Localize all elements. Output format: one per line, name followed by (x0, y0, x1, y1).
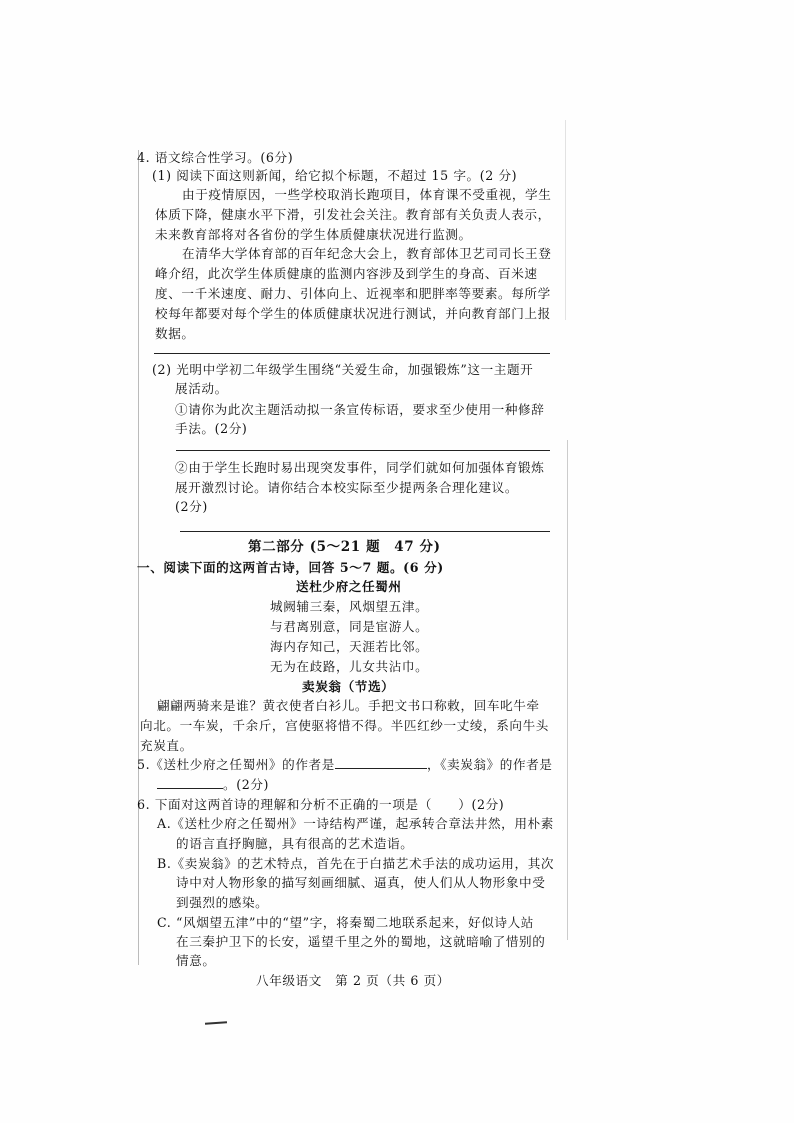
news-line: 峰介绍，此次学生体质健康的监测内容涉及到学生的身高、百米速 (155, 266, 538, 281)
answer-line[interactable] (154, 353, 550, 354)
subquestion-2: ②由于学生长跑时易出现突发事件，同学们就如何加强体育锻炼 (175, 460, 545, 475)
question-5-cont (157, 777, 269, 793)
question-5 (137, 757, 553, 773)
news-line: 未来教育部将对各省份的学生体质健康状况进行监测。 (155, 227, 472, 242)
option-a: 的语言直抒胸臆，具有很高的艺术造诣。 (176, 836, 414, 851)
scan-edge (138, 150, 139, 965)
page-footer: 八年级语文 第 2 页（共 6 页） (256, 973, 450, 988)
subquestion-1: ①请你为此次主题活动拟一条宣传标语，要求至少使用一种修辞 (175, 402, 545, 417)
subquestion-2: (2分) (175, 499, 208, 514)
news-line: 数据。 (155, 326, 195, 341)
author-blank-2[interactable] (157, 777, 223, 789)
poem-2-title: 卖炭翁（节选） (302, 679, 395, 694)
option-b[interactable]: B.《卖炭翁》的艺术特点，首先在于白描艺术手法的成功运用，其次 (157, 856, 555, 871)
question-5-text: 5.《送杜少府之任蜀州》的作者是 (137, 757, 335, 772)
option-b: 到强烈的感染。 (176, 895, 269, 910)
option-b: 诗中对人物形象的描写刻画细腻、逼真，使人们从人物形象中受 (176, 875, 546, 890)
news-line: 在清华大学体育部的百年纪念大会上，教育部体卫艺司司长王登 (182, 246, 552, 261)
question-6-title: 6. 下面对这两首诗的理解和分析不正确的一项是（ ）(2分) (137, 797, 505, 812)
news-line: 度、一千米速度、耐力、引体向上、近视率和肥胖率等要素。每所学 (155, 286, 551, 301)
poem-1-line: 城阙辅三秦，风烟望五津。 (270, 599, 429, 614)
part-2-heading: 第二部分 (5～21 题 47 分) (248, 539, 441, 555)
poem-1-line: 海内存知己，天涯若比邻。 (270, 639, 429, 654)
subquestion-2: 展开激烈讨论。请你结合本校实际至少提两条合理化建议。 (175, 480, 519, 495)
news-line: 由于疫情原因，一些学校取消长跑项目，体育课不受重视，学生 (182, 187, 552, 202)
option-c: 情意。 (176, 953, 216, 968)
question-5-text: ，《卖炭翁》的作者是 (426, 757, 553, 772)
question-4-part2-prompt: 展活动。 (175, 381, 228, 396)
answer-line[interactable] (180, 531, 550, 532)
author-blank-1[interactable] (335, 757, 427, 769)
poem-2-line: 充炭直。 (140, 738, 193, 753)
poem-1-line: 与君离别意，同是宦游人。 (270, 619, 429, 634)
poem-2-line: 向北。一车炭，千余斤，宫使驱将惜不得。半匹红纱一丈绫，系向牛头 (140, 718, 550, 733)
question-4-title: 4. 语文综合性学习。(6分) (137, 150, 294, 165)
answer-line[interactable] (176, 450, 550, 451)
subquestion-1: 手法。(2分) (175, 421, 248, 436)
option-c[interactable]: C. “风烟望五津”中的“望”字，将秦蜀二地联系起来，好似诗人站 (157, 915, 534, 930)
news-line: 校每年都要对每个学生的体质健康状况进行测试，并向教育部门上报 (155, 306, 551, 321)
scan-edge (567, 440, 568, 940)
poem-2-line: 翩翩两骑来是谁？黄衣使者白衫儿。手把文书口称敕，回车叱牛牵 (157, 698, 540, 713)
poem-1-line: 无为在歧路，儿女共沾巾。 (270, 659, 429, 674)
question-4-part1-prompt: (1) 阅读下面这则新闻，给它拟个标题，不超过 15 字。(2 分) (152, 168, 518, 183)
scan-edge (565, 120, 566, 320)
question-5-text: 。(2分) (223, 777, 270, 792)
option-a[interactable]: A.《送杜少府之任蜀州》一诗结构严谨，起承转合章法井然，用朴素 (157, 816, 554, 831)
news-line: 体质下降，健康水平下滑，引发社会关注。教育部有关负责人表示， (155, 207, 551, 222)
scan-mark (205, 1021, 227, 1025)
option-c: 在三秦护卫下的长安，遥望千里之外的蜀地，这就暗喻了惜别的 (176, 934, 546, 949)
question-4-part2-prompt: (2) 光明中学初二年级学生围绕“关爱生命，加强锻炼”这一主题开 (152, 362, 534, 377)
poem-1-title: 送杜少府之任蜀州 (296, 579, 402, 594)
section-1-heading: 一、阅读下面的这两首古诗，回答 5～7 题。(6 分) (137, 560, 444, 575)
